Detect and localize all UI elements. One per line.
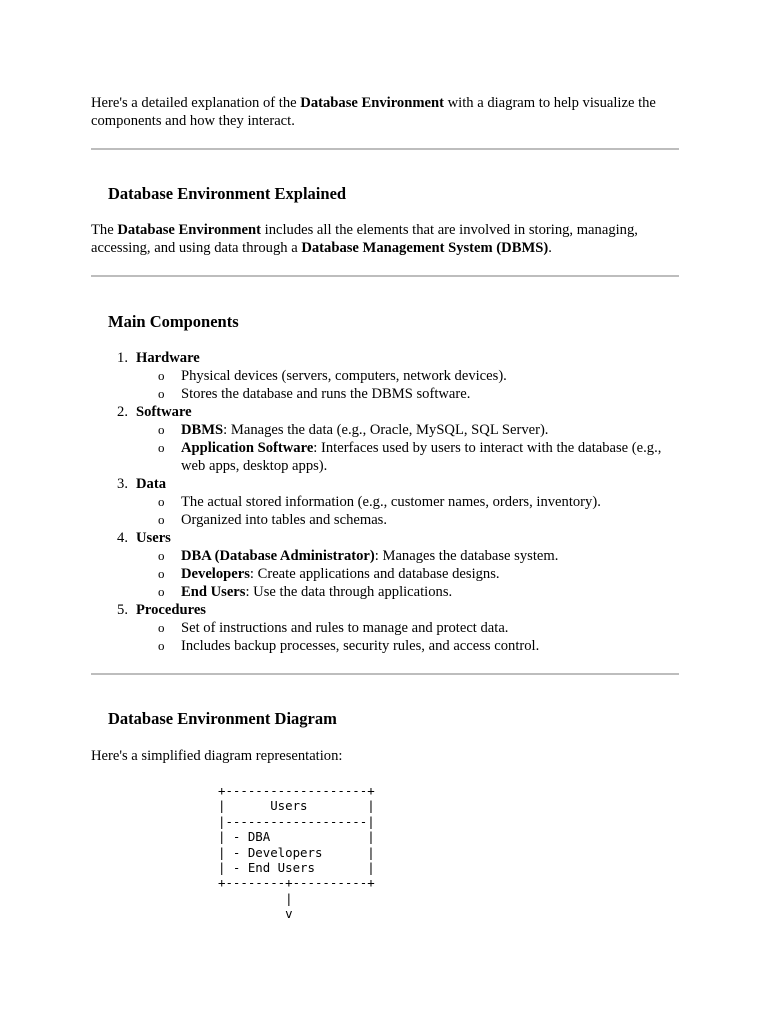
sub-item-text: : Create applications and database designs. <box>249 566 500 582</box>
intro-text-start: Here's a detailed explanation of the <box>91 95 301 111</box>
component-title: Procedures <box>136 602 206 618</box>
intro-emphasis: Database Environment <box>300 95 444 111</box>
explained-text-mid: includes all the elements that are involved in storing, managing, accessing, and using data through a <box>91 222 638 256</box>
bullet-icon: o <box>158 386 165 401</box>
list-number: 5. <box>117 602 128 618</box>
document-page <box>91 94 679 922</box>
component-sublist <box>136 421 679 475</box>
bullet-icon: o <box>158 422 165 437</box>
sub-list-item <box>136 637 679 655</box>
sub-item-text: : Interfaces used by users to interact with the database (e.g., web apps, desktop apps). <box>181 440 662 474</box>
bullet-icon: o <box>158 368 165 383</box>
ascii-diagram: +-------------------+ | Users | |-------------------| | - DBA | | - Developers | | - End Users | +--------+----------+ | v <box>218 783 375 922</box>
sub-item-text: : Manages the data (e.g., Oracle, MySQL, SQL Server). <box>223 422 549 438</box>
component-title: Software <box>136 404 192 420</box>
component-title: Users <box>136 530 171 546</box>
bullet-icon: o <box>158 494 165 509</box>
component-item <box>91 403 679 475</box>
intro-text-end: with a diagram to help visualize the components and how they interact. <box>91 95 656 129</box>
sub-item-text: Organized into tables and schemas. <box>181 512 388 528</box>
component-title: Data <box>136 476 166 492</box>
sub-item-text: Stores the database and runs the DBMS software. <box>181 386 471 402</box>
sub-item-term: Developers <box>181 566 250 582</box>
sub-list-item <box>136 619 679 637</box>
sub-item-text: Includes backup processes, security rules, and access control. <box>181 638 540 654</box>
explained-paragraph <box>91 221 679 257</box>
component-sublist <box>136 367 679 403</box>
sub-list-item <box>136 511 679 529</box>
divider-1 <box>91 148 679 150</box>
bullet-icon: o <box>158 440 165 455</box>
section-title-explained: Database Environment Explained <box>108 184 347 203</box>
sub-item-text: : Use the data through applications. <box>245 584 453 600</box>
sub-item-text: : Manages the database system. <box>374 548 559 564</box>
component-sublist <box>136 619 679 655</box>
intro-paragraph <box>91 94 679 130</box>
section-title-diagram: Database Environment Diagram <box>108 709 337 728</box>
sub-item-term: End Users <box>181 584 246 600</box>
sub-list-item <box>136 493 679 511</box>
sub-list-item <box>136 439 679 475</box>
component-item <box>91 475 679 529</box>
sub-item-term: DBA (Database Administrator) <box>181 548 375 564</box>
list-number: 3. <box>117 476 128 492</box>
sub-list-item <box>136 565 679 583</box>
bullet-icon: o <box>158 638 165 653</box>
explained-emphasis-2: Database Management System (DBMS) <box>301 240 549 256</box>
component-item <box>91 529 679 601</box>
explained-emphasis-1: Database Environment <box>117 222 261 238</box>
explained-text-end: . <box>548 240 552 256</box>
sub-list-item <box>136 367 679 385</box>
component-item <box>91 349 679 403</box>
sub-item-term: DBMS <box>181 422 224 438</box>
sub-item-text: Set of instructions and rules to manage and protect data. <box>181 620 509 636</box>
explained-text-start: The <box>91 222 118 238</box>
list-number: 2. <box>117 404 128 420</box>
divider-3 <box>91 673 679 675</box>
sub-list-item <box>136 583 679 601</box>
component-title: Hardware <box>136 350 200 366</box>
bullet-icon: o <box>158 584 165 599</box>
component-item <box>91 601 679 655</box>
bullet-icon: o <box>158 566 165 581</box>
sub-item-term: Application Software <box>181 440 314 456</box>
list-number: 4. <box>117 530 128 546</box>
bullet-icon: o <box>158 620 165 635</box>
diagram-intro: Here's a simplified diagram representation: <box>91 748 343 764</box>
sub-item-text: Physical devices (servers, computers, network devices). <box>181 368 507 384</box>
sub-list-item <box>136 547 679 565</box>
list-number: 1. <box>117 350 128 366</box>
component-sublist <box>136 493 679 529</box>
divider-2 <box>91 275 679 277</box>
section-title-components: Main Components <box>108 312 239 331</box>
components-list <box>91 349 679 655</box>
bullet-icon: o <box>158 548 165 563</box>
component-sublist <box>136 547 679 601</box>
bullet-icon: o <box>158 512 165 527</box>
sub-list-item <box>136 421 679 439</box>
sub-list-item <box>136 385 679 403</box>
sub-item-text: The actual stored information (e.g., customer names, orders, inventory). <box>181 494 601 510</box>
